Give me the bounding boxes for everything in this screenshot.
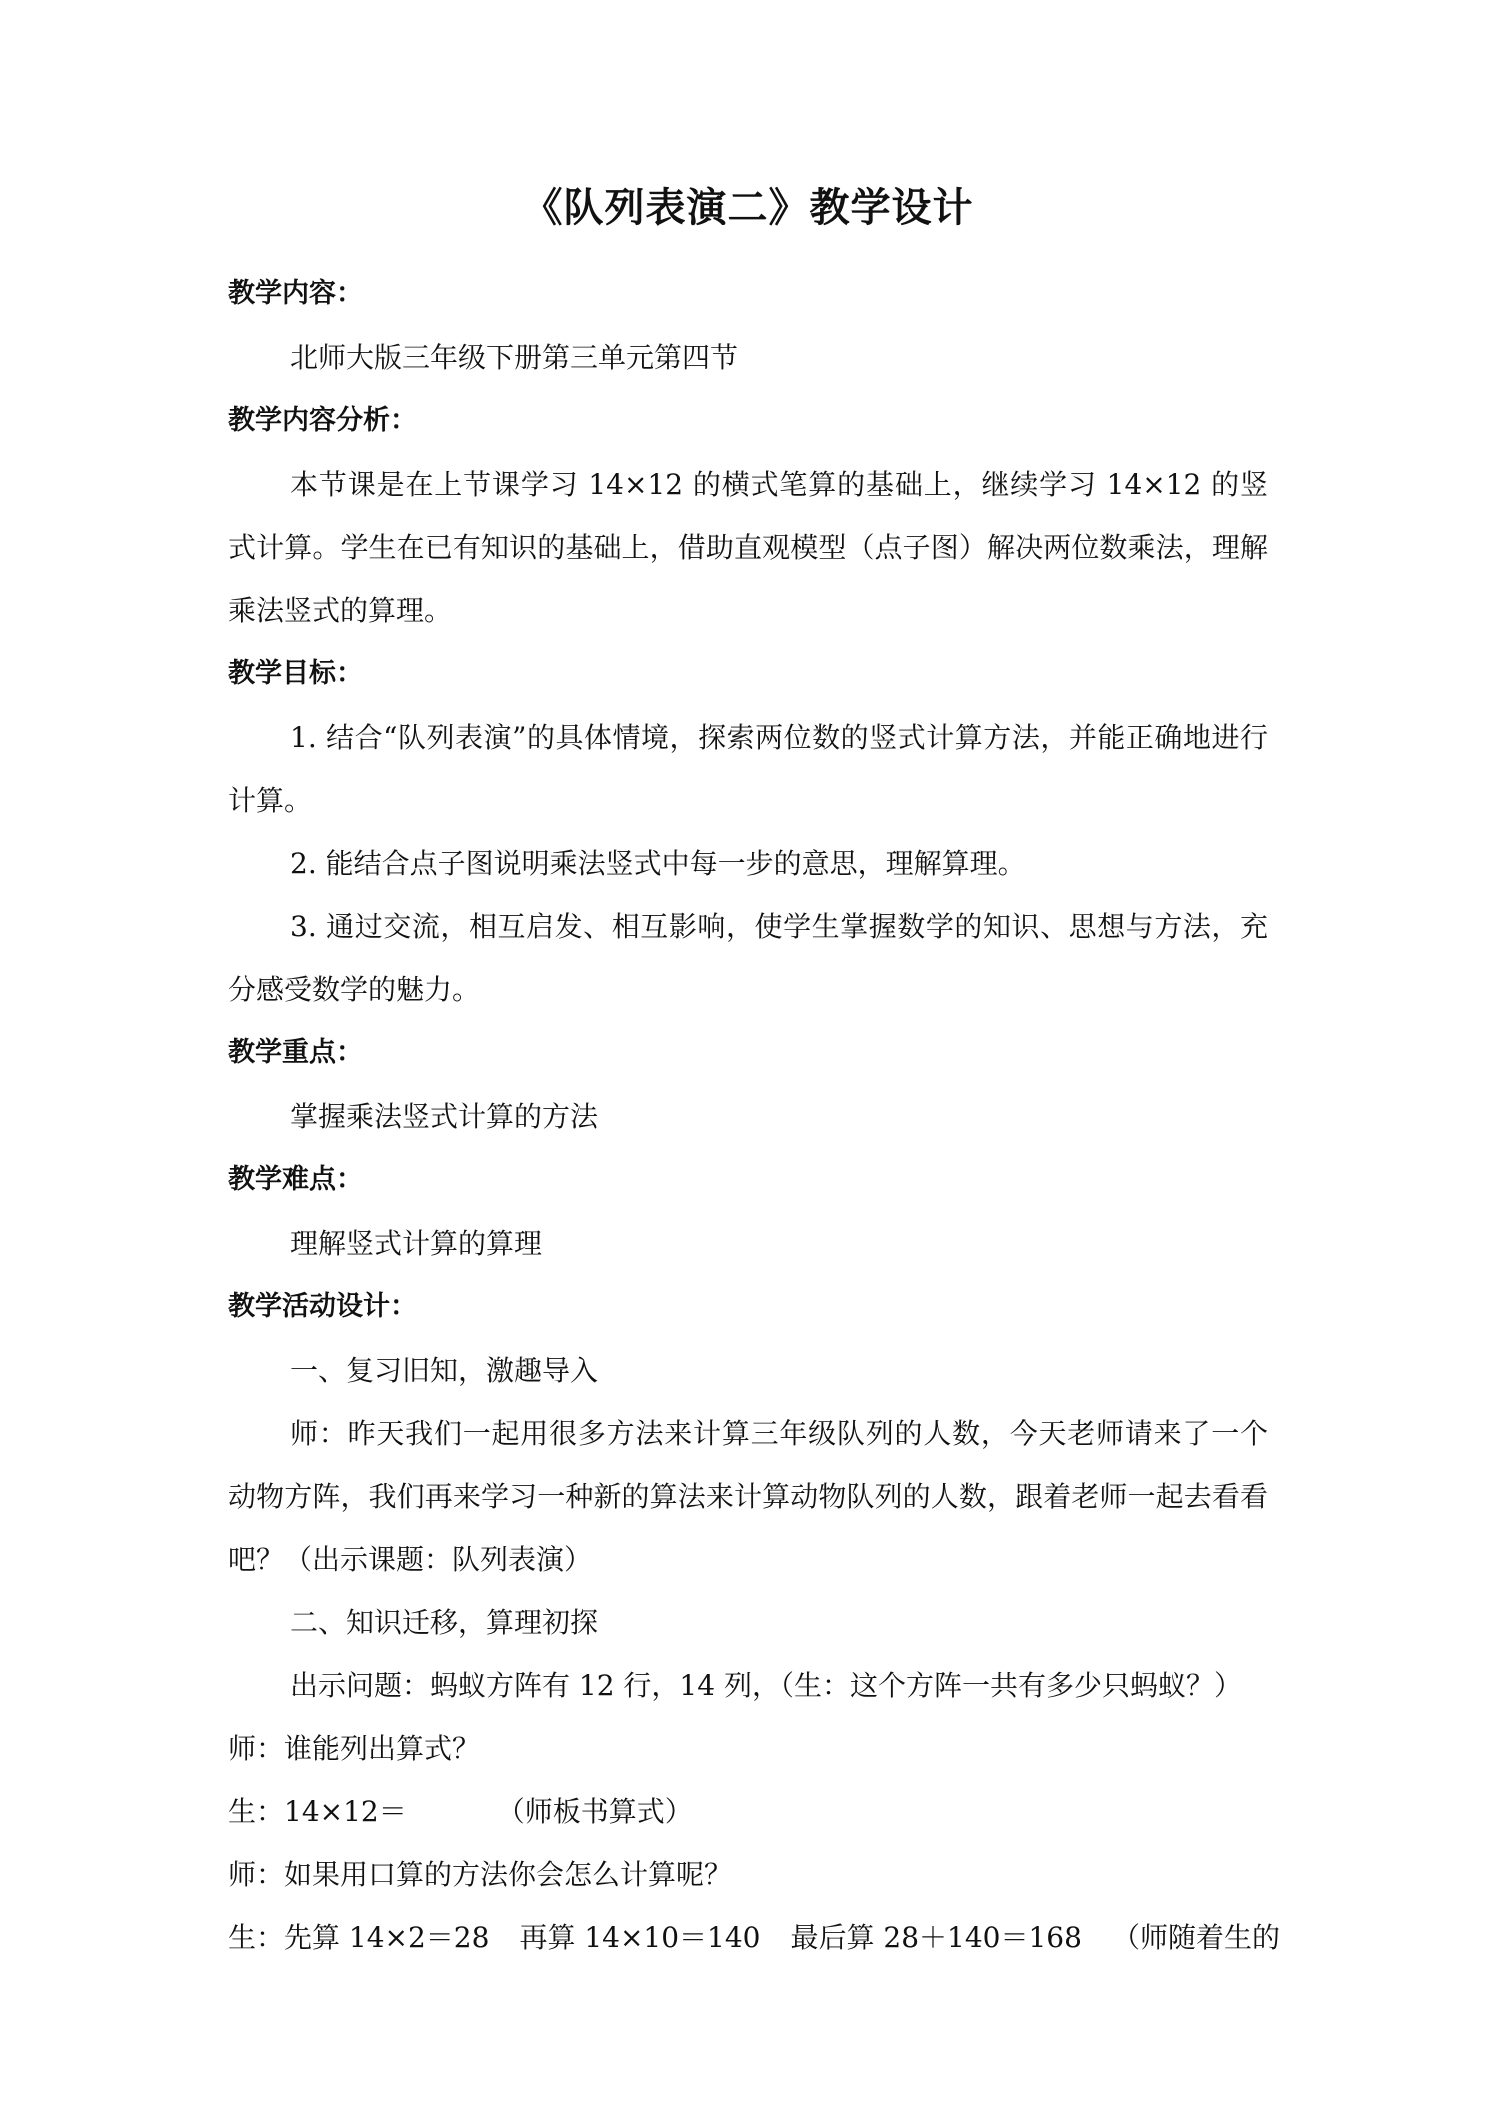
goal-item-1: 1. 结合“队列表演”的具体情境，探索两位数的竖式计算方法，并能正确地进行计算。 bbox=[228, 721, 1268, 817]
step-1-title: 一、复习旧知，激趣导入 bbox=[290, 1354, 599, 1387]
goal-item-2: 2. 能结合点子图说明乘法竖式中每一步的意思，理解算理。 bbox=[290, 847, 1026, 880]
dialog-line-4 bbox=[228, 1906, 1280, 1969]
heading-teaching-content: 教学内容： bbox=[228, 278, 363, 309]
dialog-4-note: （师随着生的 bbox=[1111, 1921, 1280, 1954]
dialog-4-step-a: 生：先算 14×2＝28 bbox=[228, 1921, 490, 1954]
step-2-text: 出示问题：蚂蚁方阵有 12 行，14 列，（生：这个方阵一共有多少只蚂蚁？） bbox=[290, 1669, 1242, 1702]
goal-item-3: 3. 通过交流，相互启发、相互影响，使学生掌握数学的知识、思想与方法，充分感受数学的魅力。 bbox=[228, 910, 1268, 1006]
document-title: 《队列表演二》教学设计 bbox=[522, 184, 974, 231]
heading-content-analysis: 教学内容分析： bbox=[228, 405, 417, 436]
heading-teaching-goals: 教学目标： bbox=[228, 658, 363, 689]
dialog-2-note: （师板书算式） bbox=[496, 1795, 693, 1828]
dialog-4-step-c: 最后算 28＋140＝168 bbox=[790, 1921, 1082, 1954]
dialog-line-1 bbox=[228, 1717, 1268, 1780]
step-2-title: 二、知识迁移，算理初探 bbox=[290, 1606, 599, 1639]
dialog-2-equation: 生：14×12＝ bbox=[228, 1795, 407, 1828]
heading-difficulty: 教学难点： bbox=[228, 1164, 363, 1195]
heading-key-point: 教学重点： bbox=[228, 1037, 363, 1068]
key-point-text: 掌握乘法竖式计算的方法 bbox=[290, 1100, 599, 1133]
dialog-line-3 bbox=[228, 1843, 1268, 1906]
teaching-content-text: 北师大版三年级下册第三单元第四节 bbox=[290, 341, 739, 374]
document-page bbox=[228, 180, 1280, 1969]
dialog-4-step-b: 再算 14×10＝140 bbox=[519, 1921, 761, 1954]
content-analysis-text: 本节课是在上节课学习 14×12 的横式笔算的基础上，继续学习 14×12 的竖式计算。学生在已有知识的基础上，借助直观模型（点子图）解决两位数乘法，理解乘法竖式的算理。 bbox=[228, 468, 1268, 627]
step-1-text: 师：昨天我们一起用很多方法来计算三年级队列的人数，今天老师请来了一个动物方阵，我们再来学习一种新的算法来计算动物队列的人数，跟着老师一起去看看吧？（出示课题：队列表演） bbox=[228, 1417, 1268, 1576]
dialog-3-text: 师：如果用口算的方法你会怎么计算呢？ bbox=[228, 1858, 733, 1891]
dialog-line-2 bbox=[228, 1780, 1268, 1843]
dialog-1-text: 师：谁能列出算式？ bbox=[228, 1732, 481, 1765]
difficulty-text: 理解竖式计算的算理 bbox=[290, 1227, 543, 1260]
heading-activity-design: 教学活动设计： bbox=[228, 1291, 417, 1322]
